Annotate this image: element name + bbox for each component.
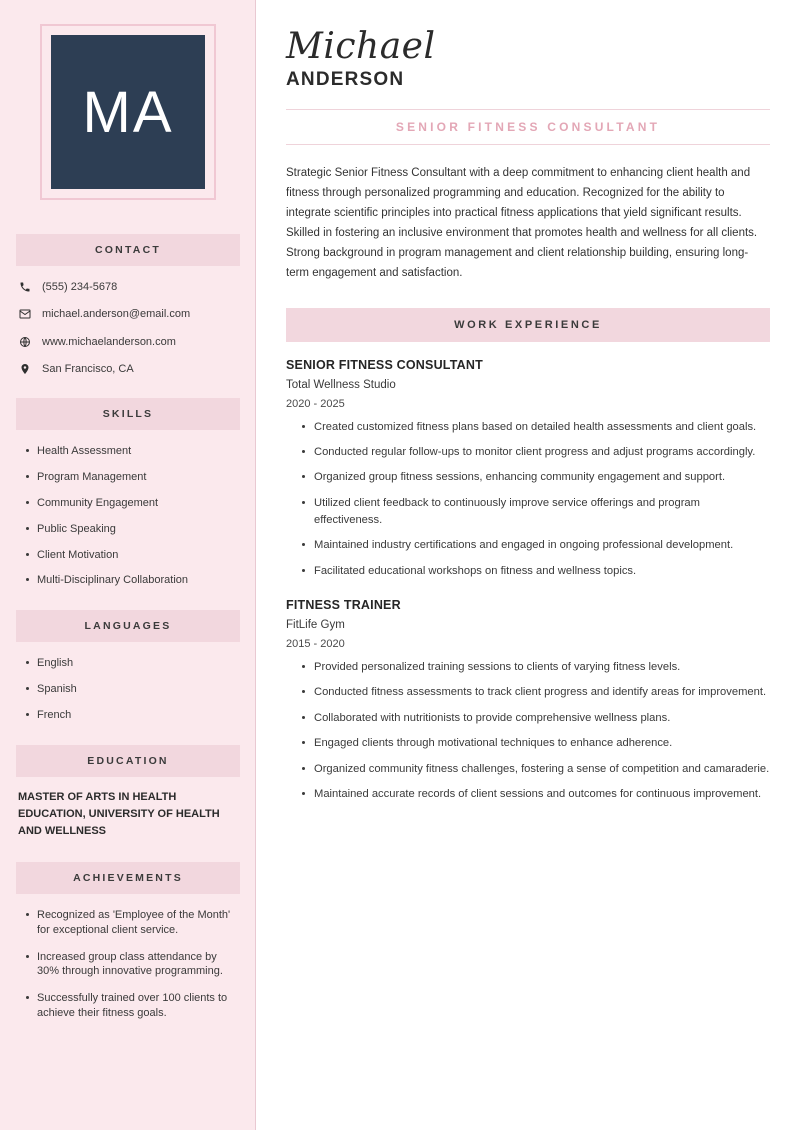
list-item: Community Engagement: [26, 496, 238, 511]
envelope-icon: [18, 308, 32, 320]
contact-value-website: www.michaelanderson.com: [42, 335, 176, 348]
monogram-initials: MA: [51, 35, 205, 189]
monogram-frame: [40, 24, 216, 200]
education-entry: MASTER OF ARTS IN HEALTH EDUCATION, UNIVERSITY OF HEALTH AND WELLNESS: [18, 790, 220, 837]
list-item: Multi-Disciplinary Collaboration: [26, 573, 238, 588]
experience-entry: [286, 358, 770, 581]
list-item: Maintained industry certifications and engaged in ongoing professional development.: [302, 537, 770, 554]
list-item: Maintained accurate records of client sessions and outcomes for continuous improvement.: [302, 786, 770, 803]
contact-value-email: michael.anderson@email.com: [42, 308, 191, 321]
skills-list: [16, 444, 240, 588]
list-item: Recognized as 'Employee of the Month' for exceptional client service.: [26, 908, 238, 938]
main-content: [256, 0, 800, 1130]
languages-section-title: LANGUAGES: [16, 610, 240, 642]
list-item: Conducted regular follow-ups to monitor client progress and adjust programs accordingly.: [302, 444, 770, 461]
job-role-title: SENIOR FITNESS CONSULTANT: [395, 119, 661, 134]
job-title: FITNESS TRAINER: [286, 598, 401, 613]
professional-summary: Strategic Senior Fitness Consultant with a deep commitment to enhancing client health and fitness through personalized programming and education. Recognized for the ability to integrate scientific principles into practical fitness applications that yield significant results. Skilled in fostering an inclusive environment that promotes health and wellness for all clients. Strong background in program management and client relationship building, ensuring long-term engagement and satisfaction.: [286, 166, 758, 280]
list-item: Program Management: [26, 470, 238, 485]
job-title: SENIOR FITNESS CONSULTANT: [286, 357, 483, 372]
contact-item-phone: [18, 280, 238, 294]
contact-item-email: [18, 307, 238, 321]
list-item: Client Motivation: [26, 548, 238, 563]
list-item: Created customized fitness plans based on detailed health assessments and client goals.: [302, 419, 770, 436]
contact-section-title: CONTACT: [16, 234, 240, 266]
list-item: French: [26, 708, 238, 723]
job-bullet-list: [286, 659, 770, 803]
sidebar: [0, 0, 256, 1130]
contact-value-phone: (555) 234-5678: [42, 281, 118, 293]
globe-icon: [18, 336, 32, 348]
achievements-section-title: ACHIEVEMENTS: [16, 862, 240, 894]
job-company: FitLife Gym: [286, 619, 345, 632]
first-name: Michael: [286, 26, 436, 67]
education-section-title: EDUCATION: [16, 745, 240, 777]
job-company: Total Wellness Studio: [286, 378, 396, 391]
location-pin-icon: [18, 363, 32, 375]
work-experience-section-title: WORK EXPERIENCE: [286, 308, 770, 342]
list-item: Public Speaking: [26, 522, 238, 537]
list-item: Increased group class attendance by 30% through innovative programming.: [26, 950, 238, 980]
job-dates: 2020 - 2025: [286, 397, 345, 410]
list-item: Spanish: [26, 682, 238, 697]
contact-value-location: San Francisco, CA: [42, 362, 134, 375]
experience-entry: [286, 598, 770, 803]
list-item: Utilized client feedback to continuously improve service offerings and program effectiveness.: [302, 495, 770, 530]
role-banner: [286, 109, 770, 145]
contact-list: [16, 280, 240, 376]
contact-item-location: [18, 362, 238, 376]
skills-section-title: SKILLS: [16, 398, 240, 430]
list-item: Organized community fitness challenges, fostering a sense of competition and camaraderie.: [302, 761, 770, 778]
list-item: Conducted fitness assessments to track client progress and identify areas for improvement.: [302, 684, 770, 701]
list-item: Engaged clients through motivational techniques to enhance adherence.: [302, 735, 770, 752]
job-bullet-list: [286, 419, 770, 581]
list-item: Collaborated with nutritionists to provide comprehensive wellness plans.: [302, 710, 770, 727]
contact-item-website: [18, 335, 238, 349]
list-item: Successfully trained over 100 clients to achieve their fitness goals.: [26, 991, 238, 1021]
languages-list: [16, 656, 240, 723]
list-item: Health Assessment: [26, 444, 238, 459]
achievements-list: [16, 908, 240, 1021]
phone-icon: [18, 281, 32, 293]
list-item: English: [26, 656, 238, 671]
job-dates: 2015 - 2020: [286, 638, 345, 651]
list-item: Facilitated educational workshops on fitness and wellness topics.: [302, 563, 770, 580]
list-item: Provided personalized training sessions to clients of varying fitness levels.: [302, 659, 770, 676]
last-name: ANDERSON: [286, 68, 405, 90]
list-item: Organized group fitness sessions, enhancing community engagement and support.: [302, 469, 770, 486]
